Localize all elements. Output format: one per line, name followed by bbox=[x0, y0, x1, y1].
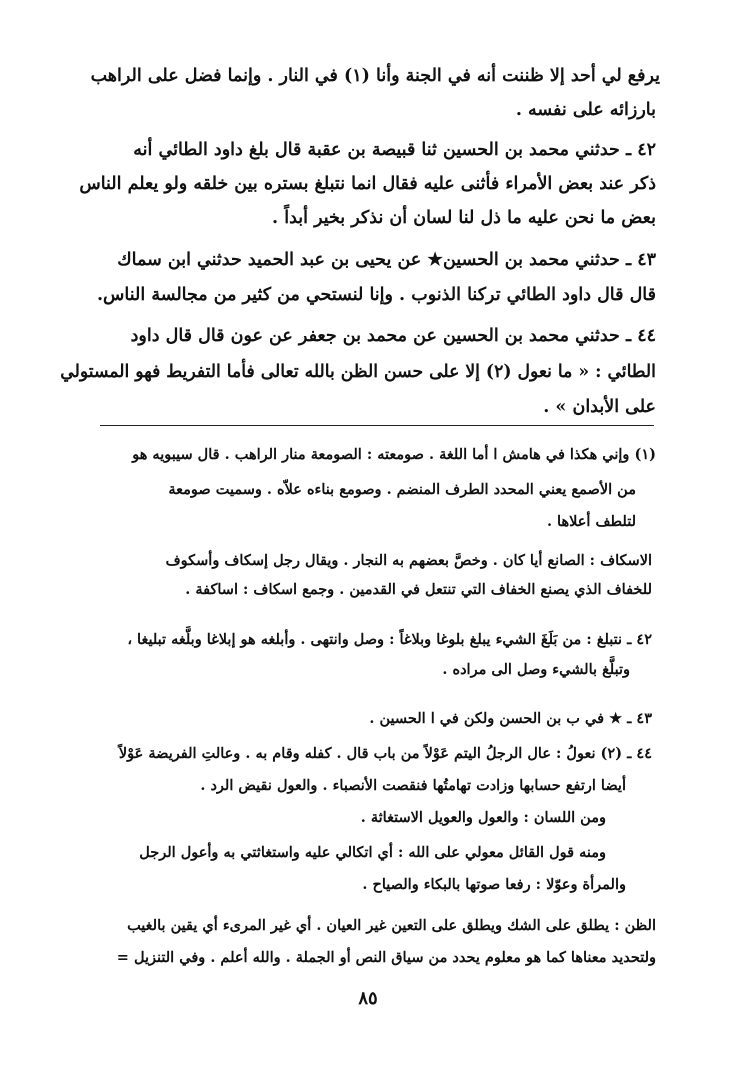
footnote-line: الاسكاف : الصانع أيا كان . وخصَّ بعضهم به النجار . ويقال رجل إسكاف وأسكوف bbox=[165, 552, 652, 569]
text-line: على الأبدان » . bbox=[543, 397, 656, 417]
footnote-line: ومن اللسان : والعول والعويل الاستغاثة . bbox=[360, 809, 606, 826]
footnote-line: ٤٤ ـ (٢) نعولُ : عال الرجلُ اليتم عَوْلاً من باب قال . كفله وقام به . وعالتِ الفريضة عَوْلاً bbox=[118, 745, 652, 762]
footnote-line: ولتحديد معناها كما هو معلوم يحدد من سياق النص أو الجملة . والله أعلم . وفي التنزيل = bbox=[116, 949, 656, 966]
footnote-line: من الأصمع يعني المحدد الطرف المنضم . وصومع بناءه علاّه . وسميت صومعة bbox=[168, 481, 636, 498]
text-line: ٤٣ ـ حدثني محمد بن الحسين★ عن يحيى بن عبد الحميد حدثني ابن سماك bbox=[117, 250, 656, 270]
footnote-line: وتبلَّغ بالشيء وصل الى مراده . bbox=[442, 661, 630, 678]
text-line: ذكر عند بعض الأمراء فأثنى عليه فقال انما نتبلغ بستره بين خلقه ولو يعلم الناس bbox=[79, 174, 656, 194]
text-line: ٤٢ ـ حدثني محمد بن الحسين ثنا قبيصة بن عقبة قال بلغ داود الطائي أنه bbox=[133, 140, 656, 160]
footnote-line: أيضا ارتفع حسابها وزادت تهامتُها فنقصت الأنصباء . والعول نقيض الرد . bbox=[200, 777, 626, 794]
footnote-line: ومنه قول القائل معولي على الله : أي اتكالي عليه واستغاثتي به وأعول الرجل bbox=[139, 844, 606, 861]
footnote-line: للخفاف الذي يصنع الخفاف التي تنتعل في القدمين . وجمع اسكاف : اساكفة . bbox=[185, 581, 652, 598]
text-line: بعض ما نحن عليه ما ذل لنا لسان أن نذكر بخير أبداً . bbox=[272, 208, 656, 228]
text-line: يرفع لي أحد إلا ظننت أنه في الجنة وأنا (١) في النار . وإنما فضل على الراهب bbox=[90, 66, 660, 86]
footnote-line: ٤٣ ـ ★ في ب بن الحسن ولكن في ا الحسين . bbox=[369, 710, 652, 727]
footnote-line: ٤٢ ـ نتبلغ : من بَلَغَ الشيء يبلغ بلوغا وبلاغاً : وصل وانتهى . وأبلغه هو إبلاغا وبلَّغه تبليغا ، bbox=[127, 631, 652, 648]
text-line: ٤٤ ـ حدثني محمد بن الحسين عن محمد بن جعفر عن عون قال قال داود bbox=[130, 326, 656, 346]
footnote-divider bbox=[100, 425, 654, 426]
footnote-line: لتلطف أعلاها . bbox=[546, 513, 636, 530]
page-number: ٨٥ bbox=[358, 988, 378, 1009]
footnote-line: والمرأة وعوّلا : رفعا صوتها بالبكاء والصياح . bbox=[362, 876, 626, 893]
footnote-line: (١) وإني هكذا في هامش ا أما اللغة . صومعته : الصومعة منار الراهب . قال سيبويه هو bbox=[132, 446, 656, 463]
text-line: بارزائه على نفسه . bbox=[515, 100, 656, 120]
footnote-line: الظن : يطلق على الشك ويطلق على التعين غير العيان . أي غير المرىء أي يقين بالغيب bbox=[127, 917, 656, 934]
text-line: قال قال داود الطائي تركنا الذنوب . وإنا لنستحي من كثير من مجالسة الناس. bbox=[96, 285, 656, 305]
text-line: الطائي : « ما نعول (٢) إلا على حسن الظن بالله تعالى فأما التفريط فهو المستولي bbox=[60, 362, 656, 382]
